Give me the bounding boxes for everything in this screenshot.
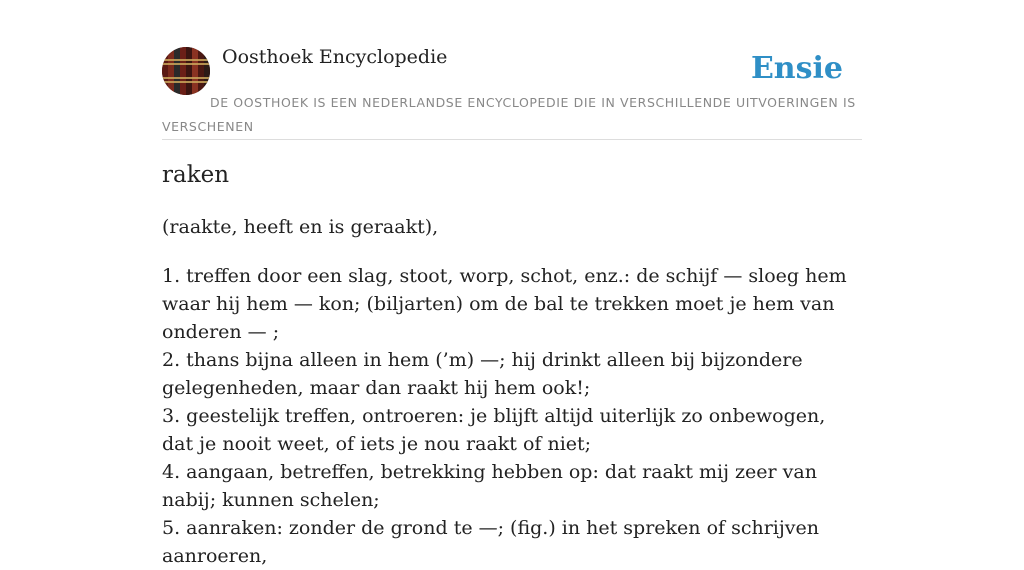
book-band [162, 77, 210, 79]
book-band [162, 59, 210, 61]
definition-item: 2. thans bijna alleen in hem (’m) —; hij drinkt alleen bij bijzondere gelegenheden, maar dan raakt hij hem ook!; [162, 349, 803, 399]
definition-item: 5. aanraken: zonder de grond te —; (fig.) in het spreken of schrijven aanroeren, [162, 517, 819, 567]
site-description: DE OOSTHOEK IS EEN NEDERLANDSE ENCYCLOPEDIE DIE IN VERSCHILLENDE UITVOERINGEN IS VERSCHENEN [162, 95, 856, 134]
entry-grammar: (raakte, heeft en is geraakt), [162, 216, 439, 238]
brand-logo[interactable]: Ensie [750, 51, 843, 86]
book-band [162, 81, 210, 83]
definition-item: 4. aangaan, betreffen, betrekking hebben op: dat raakt mij zeer van nabij; kunnen schelen; [162, 461, 817, 511]
page-container [162, 0, 862, 567]
site-header [162, 0, 862, 140]
definition-list [162, 262, 862, 570]
definition-item: 1. treffen door een slag, stoot, worp, schot, enz.: de schijf — sloeg hem waar hij hem — kon; (biljarten) om de bal te trekken moet je hem van onderen — ; [162, 265, 847, 343]
site-title[interactable]: Oosthoek Encyclopedie [222, 46, 448, 68]
book-band [162, 63, 210, 65]
encyclopedia-books-icon[interactable] [162, 47, 210, 95]
entry-title: raken [162, 162, 230, 188]
definition-item: 3. geestelijk treffen, ontroeren: je blijft altijd uiterlijk zo onbewogen, dat je nooit weet, of iets je nou raakt of niet; [162, 405, 826, 455]
book-spine [204, 47, 210, 95]
